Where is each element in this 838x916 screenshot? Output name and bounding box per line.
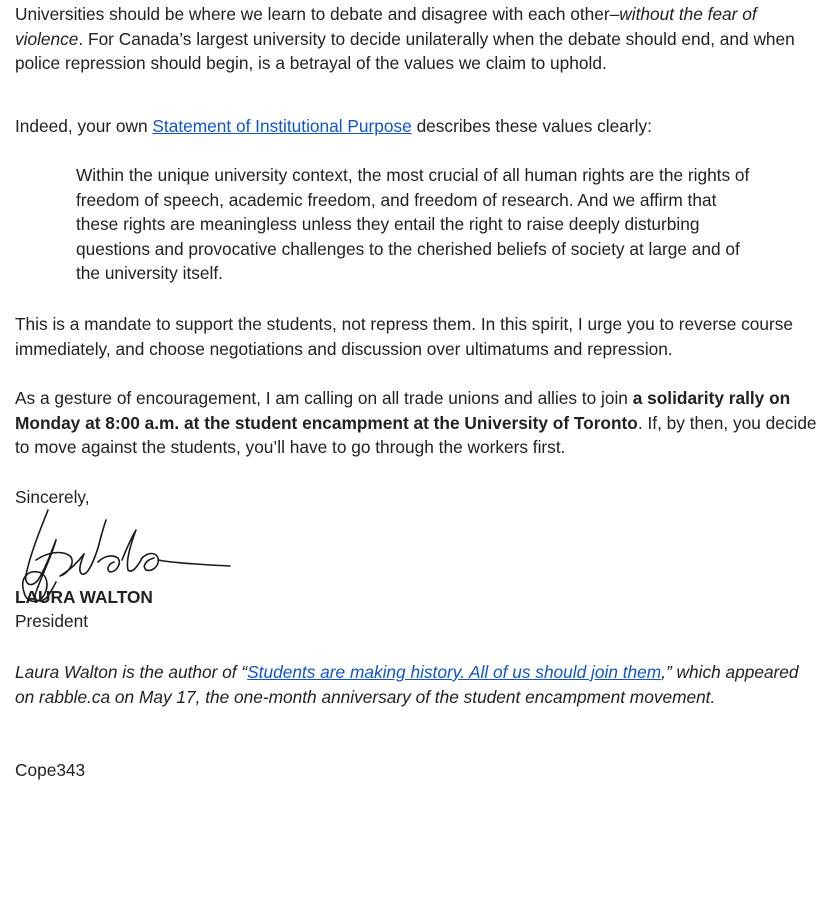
paragraph-statement-text-start: Indeed, your own bbox=[15, 116, 153, 136]
source-credit: Cope343 bbox=[15, 760, 86, 780]
paragraph-debate-text-end: . For Canada’s largest university to decide unilaterally when the debate should end, and when police repression should begin, is a betrayal of the values we claim to uphold. bbox=[15, 28, 795, 73]
paragraph-rally-text-start: As a gesture of encouragement, I am calling on all trade unions and allies to join bbox=[15, 388, 633, 408]
closing-salutation: Sincerely, bbox=[15, 487, 90, 507]
paragraph-debate-text-start: Universities should be where we learn to debate and disagree with each other– bbox=[15, 4, 620, 24]
signer-title: President bbox=[15, 611, 89, 631]
author-bio bbox=[15, 660, 820, 709]
author-bio-text-start: Laura Walton is the author of “ bbox=[15, 662, 248, 682]
paragraph-debate-emphasis: without the fear of violence bbox=[15, 4, 757, 49]
author-bio-text-end: ,” which appeared on rabble.ca on May 17, the one-month anniversary of the student encampment movement. bbox=[15, 662, 799, 707]
paragraph-debate bbox=[15, 2, 820, 76]
signer-name: LAURA WALTON bbox=[15, 587, 153, 607]
paragraph-statement bbox=[15, 114, 820, 139]
students-making-history-link[interactable]: Students are making history. All of us should join them bbox=[247, 662, 662, 682]
paragraph-rally-text-end: . If, by then, you decide to move against the students, you’ll have to go through the workers first. bbox=[15, 412, 817, 457]
paragraph-mandate: This is a mandate to support the students, not repress them. In this spirit, I urge you to reverse course immediately, and choose negotiations and discussion over ultimatums and repression. bbox=[15, 314, 794, 359]
paragraph-rally bbox=[15, 386, 820, 460]
rally-details: a solidarity rally on Monday at 8:00 a.m. at the student encampment at the University of Toronto bbox=[15, 388, 791, 433]
block-quote: Within the unique university context, the most crucial of all human rights are the rights of freedom of speech, academic freedom, and freedom of research. And we affirm that these rights are meaningless unless they entail the right to raise deeply disturbing questions and provocative challenges to the cherished beliefs of society at large and of the university itself. bbox=[76, 165, 750, 283]
statement-of-institutional-purpose-link[interactable]: Statement of Institutional Purpose bbox=[152, 116, 412, 136]
paragraph-statement-text-end: describes these values clearly: bbox=[411, 116, 652, 136]
